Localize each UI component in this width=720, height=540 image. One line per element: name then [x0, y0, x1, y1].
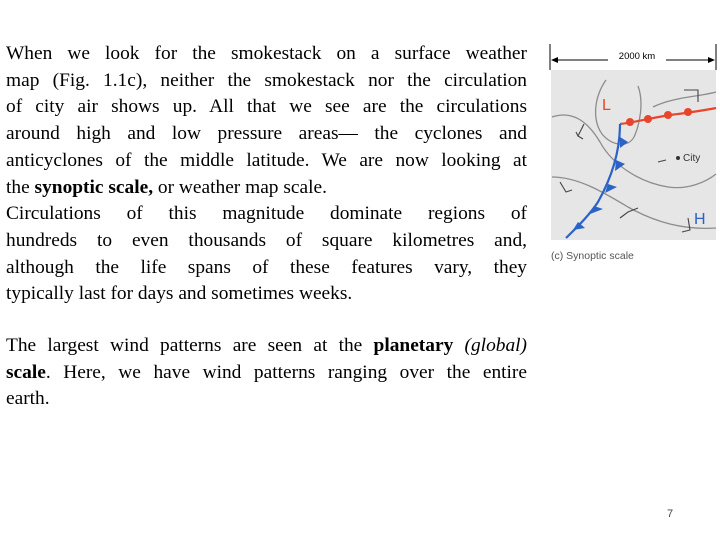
term-synoptic-scale: synoptic scale, — [34, 176, 154, 198]
text-line: although the life spans of these features vary, they — [6, 256, 527, 278]
weather-map-illustration — [548, 42, 720, 282]
text-line: When we look for the smokestack on a surface weather — [6, 43, 527, 64]
text-line: anticyclones of the middle latitude. We are now looking at — [6, 149, 527, 171]
term-global: (global) — [453, 335, 527, 356]
figure-caption: (c) Synoptic scale — [551, 250, 634, 262]
page-number: 7 — [667, 508, 674, 520]
low-pressure-label: L — [602, 97, 611, 114]
text-line: the synoptic scale, or weather map scale. — [6, 176, 327, 198]
text-line: typically last for days and sometimes weeks. — [6, 283, 353, 305]
paragraph-planetary-scale — [6, 333, 527, 413]
text-line: hundreds to even thousands of square kilometres and, — [6, 229, 527, 251]
synoptic-scale-figure — [548, 42, 720, 282]
text-line: earth. — [6, 388, 50, 410]
scale-bar — [550, 44, 716, 70]
term-scale: scale — [6, 361, 46, 383]
text-line: around high and low pressure areas— the cyclones and — [6, 123, 527, 145]
text-line: of city air shows up. All that we see are the circulations — [6, 96, 527, 118]
arrow-left-icon — [551, 57, 558, 63]
text-line: map (Fig. 1.1c), neither the smokestack nor the circulation — [6, 69, 527, 91]
scale-label: 2000 km — [618, 51, 656, 62]
text-line: Circulations of this magnitude dominate regions of — [6, 203, 527, 225]
term-planetary: planetary — [373, 335, 454, 356]
arrow-right-icon — [708, 57, 715, 63]
text-line: scale. Here, we have wind patterns ranging over the entire — [6, 361, 527, 383]
high-pressure-label: H — [694, 211, 706, 228]
city-label: City — [683, 153, 701, 164]
text-line: The largest wind patterns are seen at the planetary (global) — [6, 335, 527, 356]
city-marker — [676, 156, 680, 160]
paragraph-synoptic-scale — [6, 41, 527, 308]
